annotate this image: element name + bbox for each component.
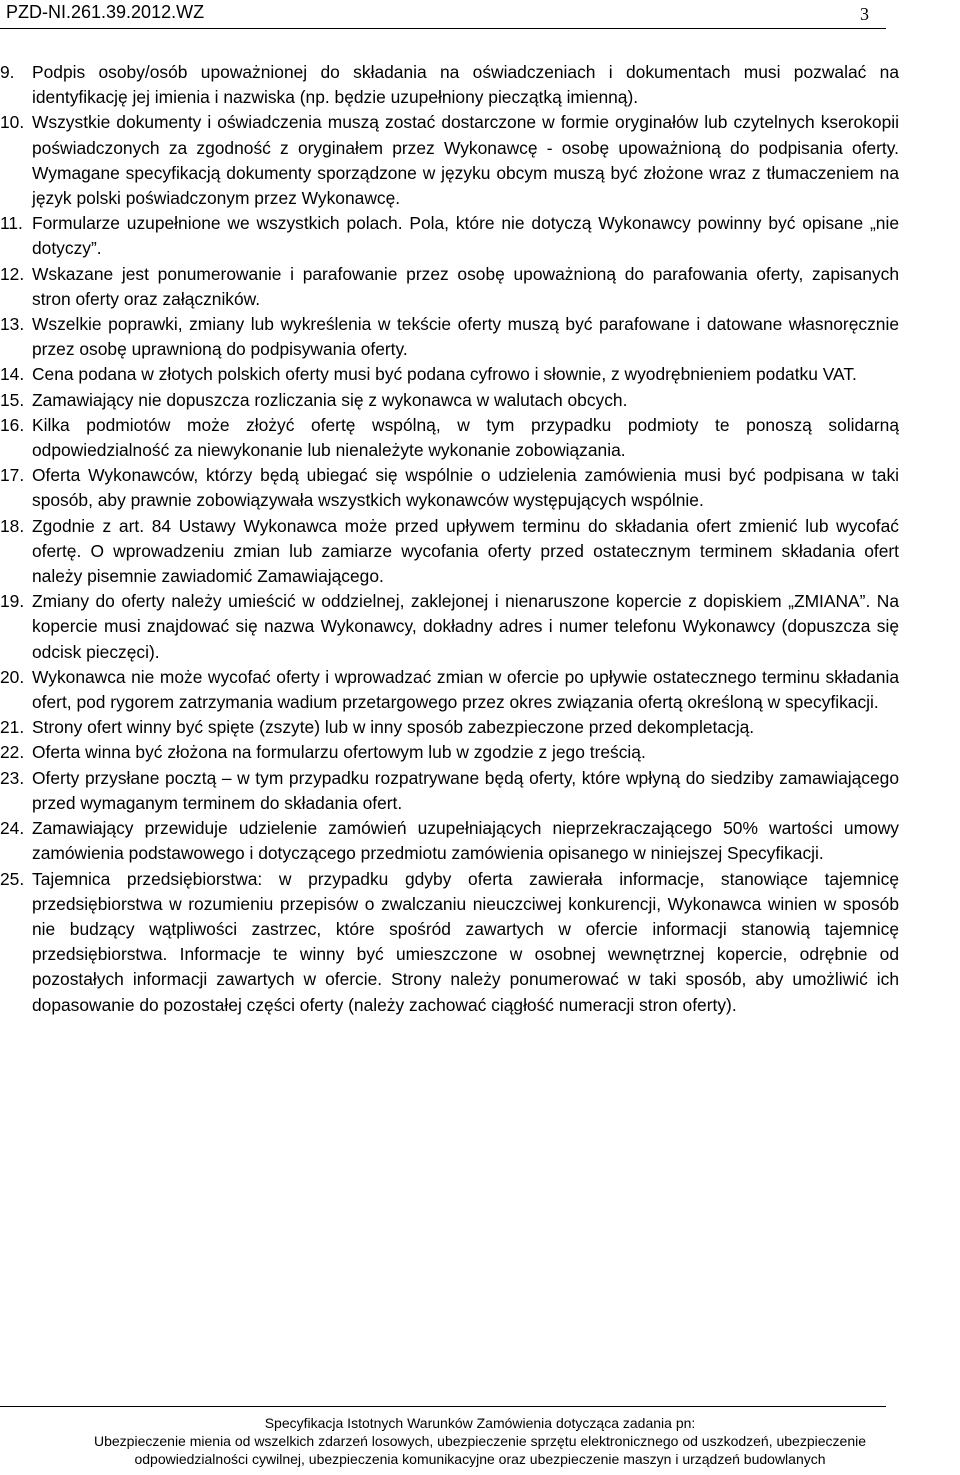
item-text: Wykonawca nie może wycofać oferty i wprowadzać zmian w ofercie po upływie ostatecznego terminu składania ofert, pod rygorem zatrzymania wadium przetargowego przez okres związania ofertą określoną w specyfikacji. — [32, 666, 899, 713]
item-number: 23. — [0, 767, 25, 788]
page-footer — [0, 1414, 960, 1468]
list-item — [0, 211, 899, 261]
list-item — [0, 514, 899, 590]
list-item — [0, 362, 899, 387]
item-text: Wszelkie poprawki, zmiany lub wykreślenia w tekście oferty muszą być parafowane i datowane własnoręcznie przez osobę uprawnioną do podpisywania oferty. — [32, 314, 899, 360]
item-text: Wskazane jest ponumerowanie i parafowanie przez osobę upoważnioną do parafowania oferty, zapisanych stron oferty oraz załączników. — [32, 263, 899, 309]
footer-line-3: odpowiedzialności cywilnej, ubezpieczenia komunikacyjne oraz ubezpieczenie maszyn i urządzeń budowlanych — [134, 1451, 826, 1467]
item-number: 19. — [0, 591, 25, 612]
list-item — [0, 665, 899, 715]
item-number: 14. — [0, 364, 25, 385]
list-item — [0, 463, 899, 513]
item-text: Strony ofert winny być spięte (zszyte) lub w inny sposób zabezpieczone przed dekompletacją. — [32, 717, 755, 738]
list-item — [0, 589, 899, 665]
list-item — [0, 110, 899, 211]
item-number: 24. — [0, 818, 25, 839]
list-item — [0, 740, 899, 765]
item-text: Oferta winna być złożona na formularzu ofertowym lub w zgodzie z jego treścią. — [32, 742, 646, 763]
item-text: Wszystkie dokumenty i oświadczenia muszą zostać dostarczone w formie oryginałów lub czytelnych kserokopii poświadczonych za zgodność z oryginałem przez Wykonawcę - osobę upoważnioną do podpisania oferty. Wymagane specyfikacją dokumenty sporządzone w języku obcym muszą być złożone wraz z tłumaczeniem na język polski poświadczonym przez Wykonawcę. — [32, 112, 899, 209]
item-number: 25. — [0, 868, 25, 889]
item-text: Zgodnie z art. 84 Ustawy Wykonawca może przed upływem terminu do składania ofert zmienić lub wycofać ofertę. O wprowadzeniu zmian lub zamiarze wycofania oferty przed ostatecznym terminem składania ofert należy pisemnie zawiadomić Zamawiającego. — [32, 515, 899, 587]
item-number: 15. — [0, 389, 25, 410]
item-text: Oferty przysłane pocztą – w tym przypadku rozpatrywane będą oferty, które wpłyną do siedziby zamawiającego przed wymaganym terminem do składania ofert. — [32, 767, 899, 813]
item-number: 12. — [0, 263, 25, 284]
item-number: 16. — [0, 414, 25, 435]
item-text: Zamawiający nie dopuszcza rozliczania się z wykonawca w walutach obcych. — [32, 389, 628, 410]
list-item — [0, 60, 899, 110]
list-item — [0, 867, 899, 1018]
item-text: Kilka podmiotów może złożyć ofertę wspólną, w tym przypadku podmioty te ponoszą solidarną odpowiedzialność za niewykonanie lub nienależyte wykonanie zobowiązania. — [32, 414, 899, 461]
item-text: Tajemnica przedsiębiorstwa: w przypadku gdyby oferta zawierała informacje, stanowiące tajemnicę przedsiębiorstwa w rozumieniu przepisów o zwalczaniu nieuczciwej konkurencji, Wykonawca winien w sposób nie budzący wątpliwości zastrzec, które spośród zawartych w ofercie informacji stanowią tajemnicę przedsiębiorstwa. Informacje te winny być umieszczone w osobnej wewnętrznej kopercie, odrębnie od pozostałych informacji zawartych w ofercie. Strony należy ponumerować w taki sposób, aby umożliwić ich dopasowanie do pozostałej części oferty (należy zachować ciągłość numeracji stron oferty). — [32, 868, 899, 1015]
item-text: Oferta Wykonawców, którzy będą ubiegać się wspólnie o udzielenia zamówienia musi być podpisana w taki sposób, aby prawnie zobowiązywała wszystkich wykonawców występujących wspólnie. — [32, 465, 899, 511]
document-id: PZD-NI.261.39.2012.WZ — [6, 2, 205, 22]
item-text: Formularze uzupełnione we wszystkich polach. Pola, które nie dotyczą Wykonawcy powinny być opisane „nie dotyczy”. — [32, 213, 899, 259]
item-number: 20. — [0, 666, 25, 687]
list-item — [0, 262, 899, 312]
footer-rule — [0, 1406, 886, 1407]
item-number: 18. — [0, 515, 25, 536]
list-item — [0, 715, 899, 740]
item-text: Podpis osoby/osób upoważnionej do składania na oświadczeniach i dokumentach musi pozwalać na identyfikację jej imienia i nazwiska (np. będzie uzupełniony pieczątką imienną). — [32, 62, 899, 108]
list-item — [0, 413, 899, 463]
list-item — [0, 816, 899, 866]
list-item — [0, 766, 899, 816]
numbered-list — [0, 60, 899, 1018]
list-item — [0, 388, 899, 413]
item-text: Zamawiający przewiduje udzielenie zamówień uzupełniających nieprzekraczającego 50% wartości umowy zamówienia podstawowego i dotyczącego przedmiotu zamówienia opisanego w niniejszej Specyfikacji. — [32, 818, 899, 864]
footer-line-1: Specyfikacja Istotnych Warunków Zamówienia dotycząca zadania pn: — [264, 1415, 696, 1431]
item-number: 22. — [0, 742, 25, 763]
item-number: 10. — [0, 112, 25, 133]
header-rule — [0, 28, 886, 29]
footer-line-2: Ubezpieczenie mienia od wszelkich zdarzeń losowych, ubezpieczenie sprzętu elektronicznego od uszkodzeń, ubezpieczenie — [94, 1433, 866, 1449]
item-number: 13. — [0, 314, 25, 335]
item-text: Cena podana w złotych polskich oferty musi być podana cyfrowo i słownie, z wyodrębnieniem podatku VAT. — [32, 364, 857, 385]
item-number: 21. — [0, 717, 25, 738]
list-item — [0, 312, 899, 362]
item-number: 11. — [0, 213, 23, 234]
item-number: 17. — [0, 465, 25, 486]
item-number: 9. — [0, 62, 15, 82]
item-text: Zmiany do oferty należy umieścić w oddzielnej, zaklejonej i nienaruszone kopercie z dopiskiem „ZMIANA”. Na kopercie musi znajdować się nazwa Wykonawcy, dokładny adres i numer telefonu Wykonawcy (dopuszcza się odcisk pieczęci). — [32, 591, 899, 662]
page-number: 3 — [860, 4, 869, 24]
